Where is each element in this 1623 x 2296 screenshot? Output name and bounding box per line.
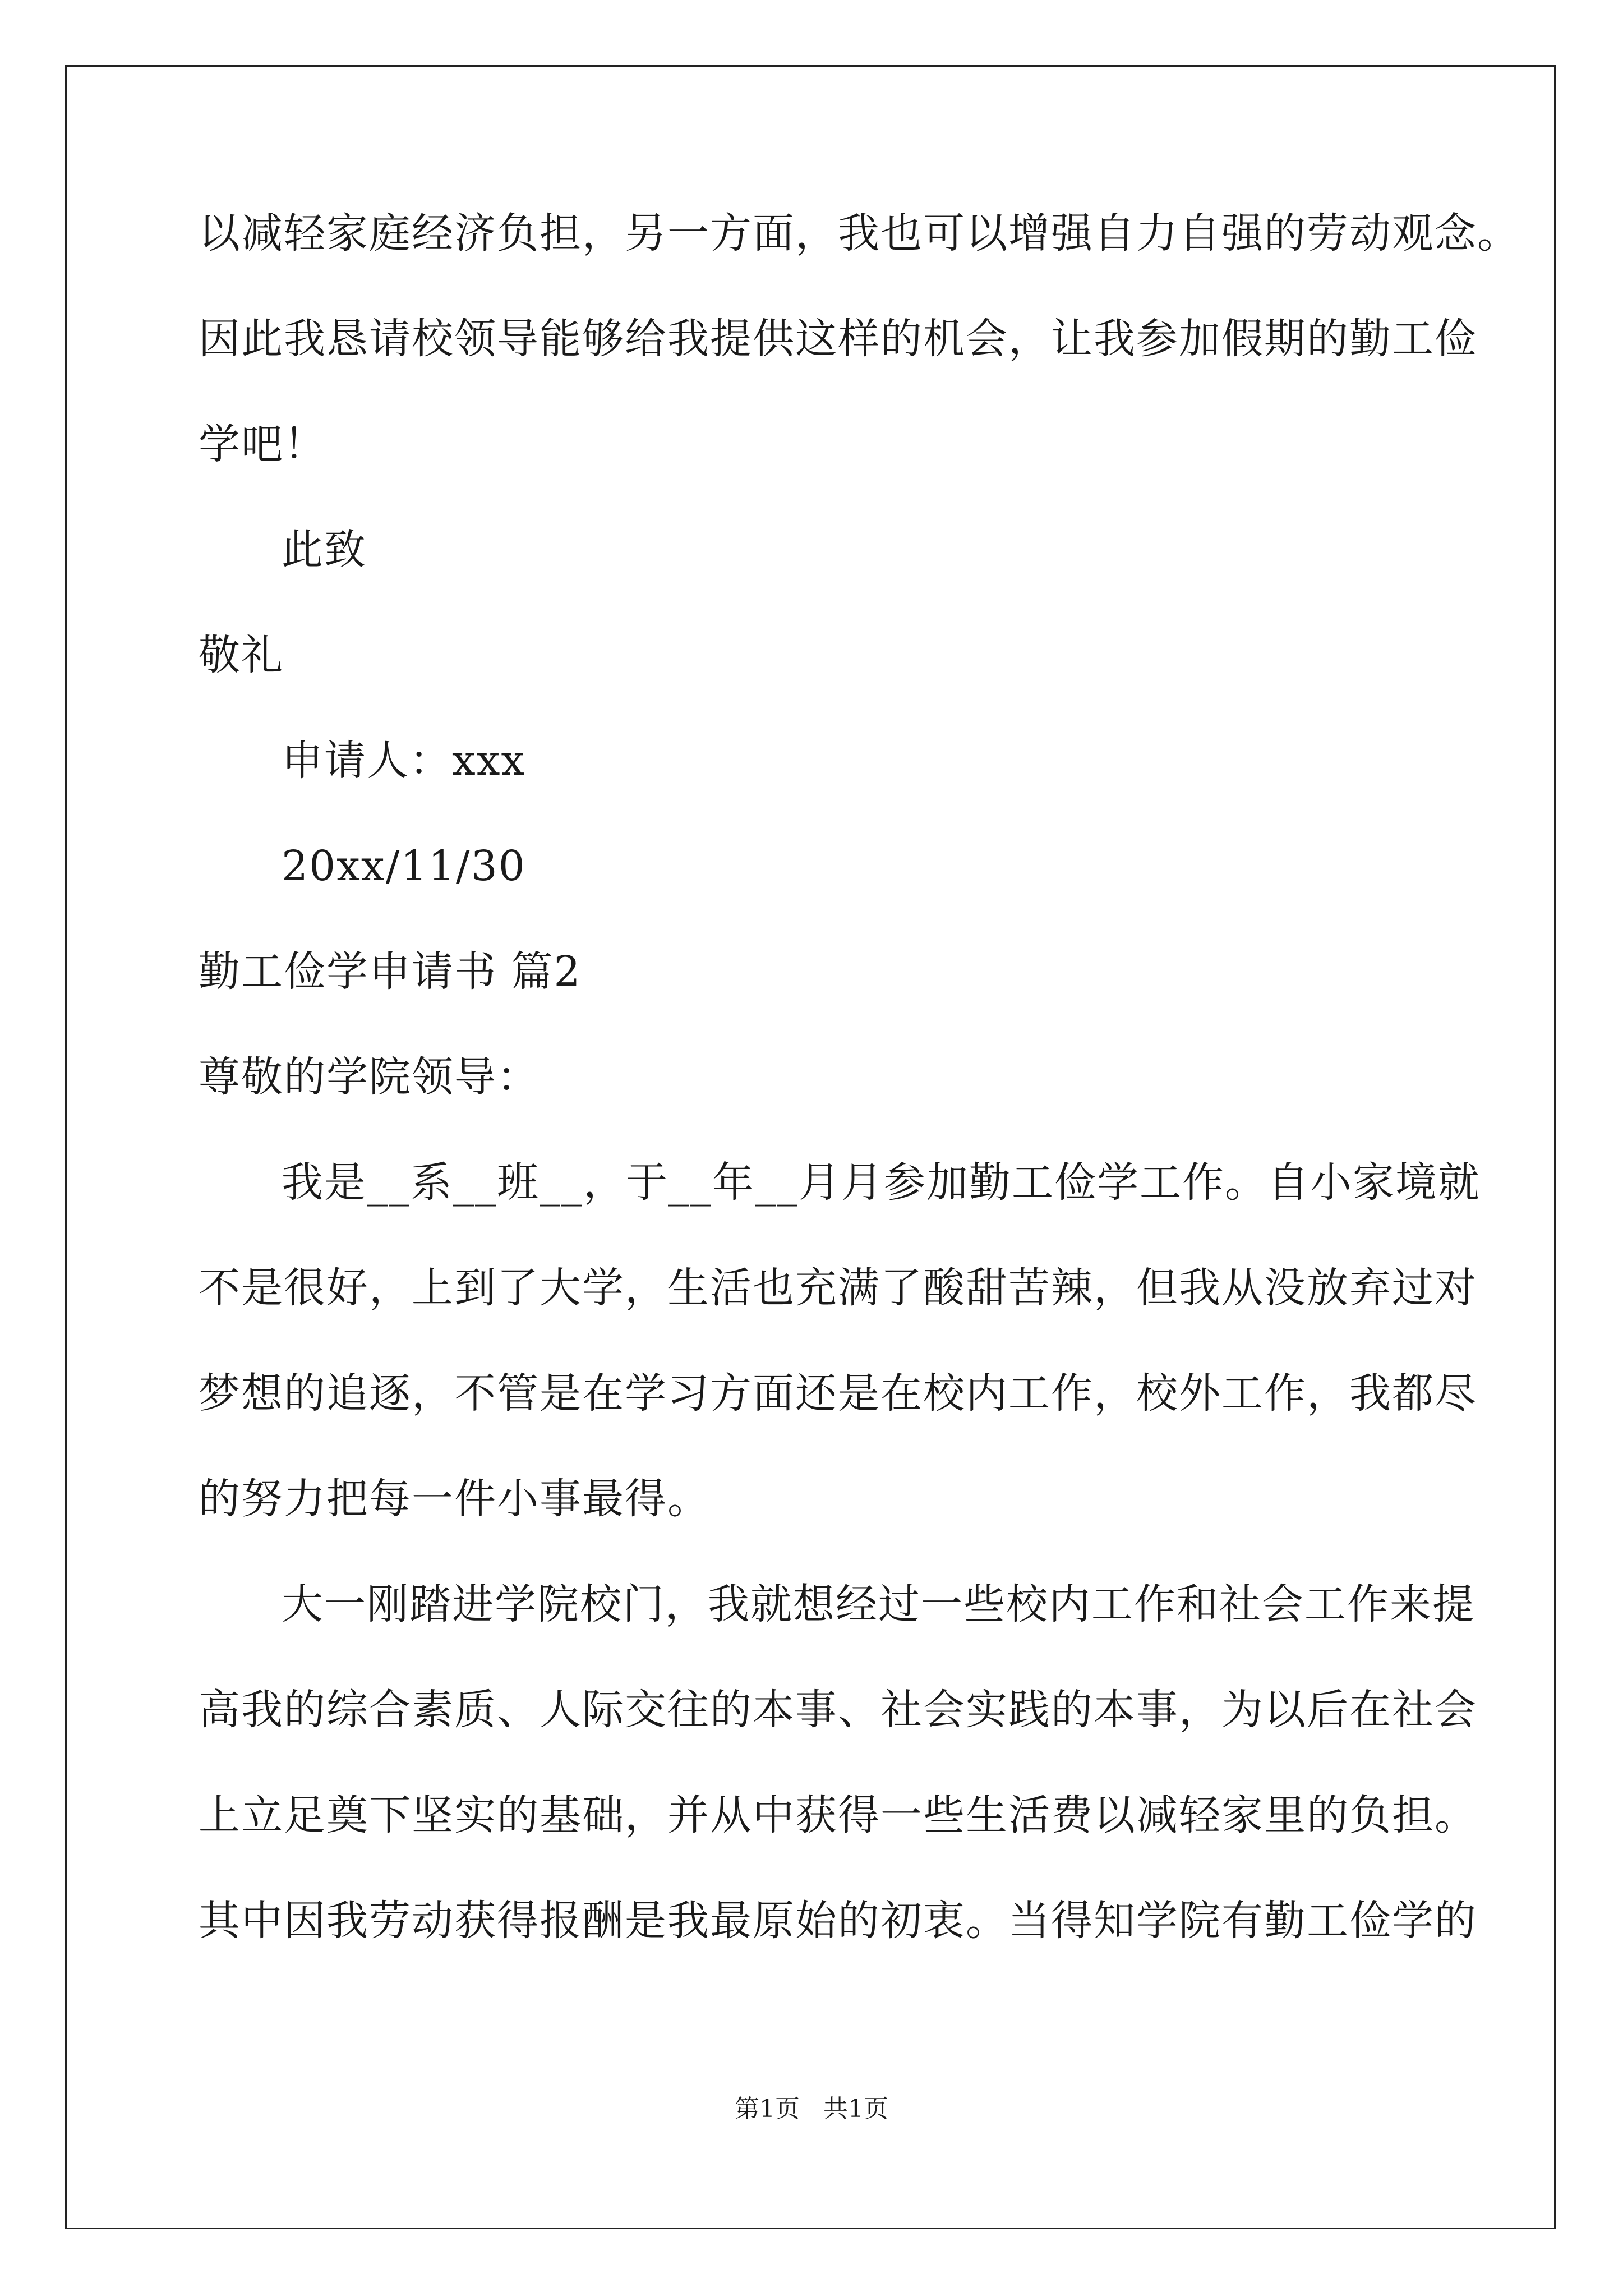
- paragraph-line: 学吧！: [199, 420, 326, 468]
- paragraph-line: 的努力把每一件小事最得。: [199, 1475, 710, 1523]
- section-title: 勤工俭学申请书 篇2: [199, 947, 582, 996]
- paragraph-line: 我是__系__班__，于__年__月月参加勤工俭学工作。自小家境就: [282, 1158, 1481, 1207]
- paragraph-line: 不是很好，上到了大学，生活也充满了酸甜苦辣，但我从没放弃过对: [199, 1264, 1477, 1312]
- paragraph-line: 高我的综合素质、人际交往的本事、社会实践的本事，为以后在社会: [199, 1686, 1477, 1734]
- closing-salutation: 此致: [282, 526, 367, 574]
- page-number: 第1页: [735, 2095, 800, 2123]
- paragraph-line: 因此我恳请校领导能够给我提供这样的机会，让我参加假期的勤工俭: [199, 315, 1477, 363]
- paragraph-line: 梦想的追逐，不管是在学习方面还是在校内工作，校外工作，我都尽: [199, 1369, 1477, 1418]
- paragraph-line: 其中因我劳动获得报酬是我最原始的初衷。当得知学院有勤工俭学的: [199, 1897, 1477, 1945]
- applicant-signature: 申请人：xxx: [282, 737, 526, 785]
- document-body: [199, 208, 1520, 1947]
- paragraph-line: 大一刚踏进学院校门，我就想经过一些校内工作和社会工作来提: [282, 1580, 1475, 1628]
- letter-greeting: 尊敬的学院领导：: [199, 1053, 540, 1101]
- paragraph-line: 上立足奠下坚实的基础，并从中获得一些生活费以减轻家里的负担。: [199, 1791, 1477, 1839]
- page-footer: [0, 2093, 1623, 2125]
- letter-date: 20xx/11/30: [282, 842, 526, 890]
- paragraph-line: 以减轻家庭经济负担，另一方面，我也可以增强自力自强的劳动观念。: [199, 209, 1520, 257]
- closing-regards: 敬礼: [199, 631, 284, 679]
- page-total: 共1页: [823, 2095, 888, 2123]
